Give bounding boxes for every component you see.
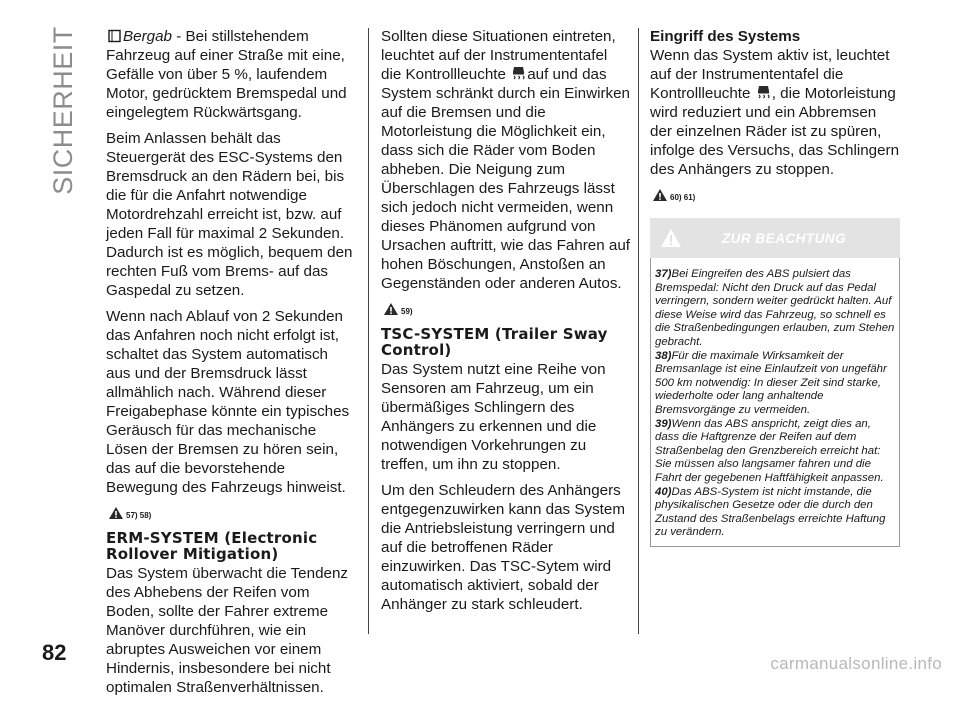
text-column-2 (381, 27, 631, 621)
column-divider-2 (638, 28, 639, 634)
section-side-label-text: SICHERHEIT (47, 25, 78, 195)
caution-box-title: ZUR BEACHTUNG (721, 230, 847, 246)
section-side-label (40, 25, 86, 195)
warning-ref-numbers: 57) 58) (126, 511, 152, 520)
paragraph-erm: Das System überwacht die Tendenz des Abhebens der Reifen vom Boden, sollte der Fahrer extreme Manöver durchführen, wie ein abruptes Ausweichen vor einem Hindernis, insbesondere bei nicht optimalen Straßenverhältnissen. (106, 565, 349, 696)
text-column-3 (650, 27, 900, 547)
warning-reference (652, 186, 900, 202)
erm-text-a: Sollten diese Situationen eintreten, leuchtet auf der Instrumententafel die Kontrollleuchte (381, 28, 616, 83)
caution-note (655, 350, 895, 418)
paragraph-tsc-sensors: Das System nutzt eine Reihe von Sensoren am Fahrzeug, um ein übermäßiges Schlingern des Anhängers zu erkennen und die notwendigen Vorkehrungen zu treffen, um ihn zu stoppen. (381, 361, 606, 473)
note-number: 37) (655, 268, 672, 280)
watermark: carmanualsonline.info (770, 654, 942, 673)
text-column-1 (106, 27, 356, 704)
note-number: 40) (655, 485, 672, 498)
caution-note (655, 486, 895, 540)
caution-box-body (650, 258, 900, 547)
esc-skid-warning-lamp-icon (511, 65, 526, 81)
warning-triangle-icon (108, 506, 124, 520)
paragraph-erm-continued (381, 27, 631, 293)
warning-triangle-icon (652, 188, 668, 202)
erm-text-b: auf und das System schränkt durch ein Einwirken auf die Bremsen und die Motorleistung die Möglichkeit ein, dass sich die Räder vom Boden abheben. Die Neigung zum Überschlagen des Fahrzeugs lässt sich jedoch nicht vermeiden, wenn dieses Phänomen aufgrund von Ursachen auftritt, wie das Fahren auf hohen Böschungen, Anstoßen an Gegenständen oder anderen Autos. (381, 66, 631, 292)
eingriff-text-b: , die Motorleistung wird reduziert und ein Abbremsen der einzelnen Räder ist zu spüren, infolge des Versuchs, das Schlingern des Anhängers zu stoppen. (650, 85, 900, 178)
note-text: Für die maximale Wirksamkeit der Bremsanlage ist eine Einlaufzeit von ungefähr 500 km notwendig: In dieser Zeit sind starke, wiederholte oder lang anhaltende Bremsvorgänge zu vermeiden. (655, 349, 887, 416)
caution-box-header (650, 218, 900, 258)
bergab-text: - Bei stillstehendem Fahrzeug auf einer Straße mit eine, Gefälle von über 5 %, laufendem Motor, gedrücktem Bremspedal und eingelegtem Rückwärtsgang. (106, 28, 347, 121)
paragraph-eingriff (650, 46, 900, 179)
note-text: Bei Eingreifen des ABS pulsiert das Bremspedal: Nicht den Druck auf das Pedal verringern, sondern weiter gedrückt halten. Auf diese Weise wird das Fahrzeug, so schnell es die Straßenbedingungen erlauben, zum Stehen gebracht. (655, 268, 895, 348)
notebook-icon (107, 29, 122, 43)
column-divider-1 (368, 28, 369, 634)
caution-note (655, 268, 895, 350)
heading-erm-system: ERM-SYSTEM (Electronic Rollover Mitigation) (106, 529, 318, 563)
warning-ref-numbers: 60) 61) (670, 193, 696, 202)
esc-skid-warning-lamp-icon (756, 84, 771, 100)
bergab-label: Bergab (123, 28, 172, 45)
caution-note (655, 418, 895, 486)
note-text: Das ABS-System ist nicht imstande, die physikalischen Gesetze oder die durch den Zustand des Straßenbelags erreichte Haftung zu verändern. (655, 485, 886, 539)
warning-ref-numbers: 59) (401, 307, 413, 316)
warning-triangle-icon (660, 228, 682, 248)
note-text: Wenn das ABS anspricht, zeigt dies an, dass die Haftgrenze der Reifen auf dem Straßenbelag den Grenzbereich erreicht hat: Sie müssen also langsamer fahren und die Fahrt der gegebenen Haftfähigkeit anpassen. (655, 417, 884, 484)
paragraph-anlassen: Beim Anlassen behält das Steuergerät des ESC-Systems den Bremsdruck an den Rädern bei, bis die für die Anfahrt notwendige Motordrehzahl erreicht ist, bzw. auf jeden Fall für maximal 2 Sekunden. Dadurch ist es möglich, bequem den rechten Fuß vom Brems- auf das Gaspedal zu setzen. (106, 130, 353, 299)
warning-triangle-icon (383, 302, 399, 316)
heading-tsc-system: TSC-SYSTEM (Trailer Sway Control) (381, 325, 608, 359)
paragraph-tsc-action: Um den Schleudern des Anhängers entgegenzuwirken kann das System die Antriebsleistung verringern und auf die betroffenen Räder einzuwirken. Das TSC-Sytem wird automatisch aktiviert, sobald der Anhänger zu stark schleudert. (381, 482, 625, 613)
paragraph-freigabe: Wenn nach Ablauf von 2 Sekunden das Anfahren noch nicht erfolgt ist, schaltet das System automatisch aus und der Bremsdruck lässt allmählich nach. Während dieser Freigabephase könnte ein typisches Geräusch für das mechanische Lösen der Bremsen zu hören sein, das auf die bevorstehende Bewegung des Fahrzeugs hinweist. (106, 308, 350, 496)
note-number: 39) (655, 417, 672, 430)
eingriff-text-a: Wenn das System aktiv ist, leuchtet auf der Instrumententafel die Kontrollleuchte (650, 47, 890, 102)
warning-reference (383, 300, 631, 316)
note-number: 38) (655, 349, 672, 362)
paragraph-bergab (106, 27, 356, 122)
subheading-eingriff: Eingriff des Systems (650, 28, 801, 45)
page-number: 82 (42, 640, 67, 665)
warning-reference (108, 504, 356, 520)
